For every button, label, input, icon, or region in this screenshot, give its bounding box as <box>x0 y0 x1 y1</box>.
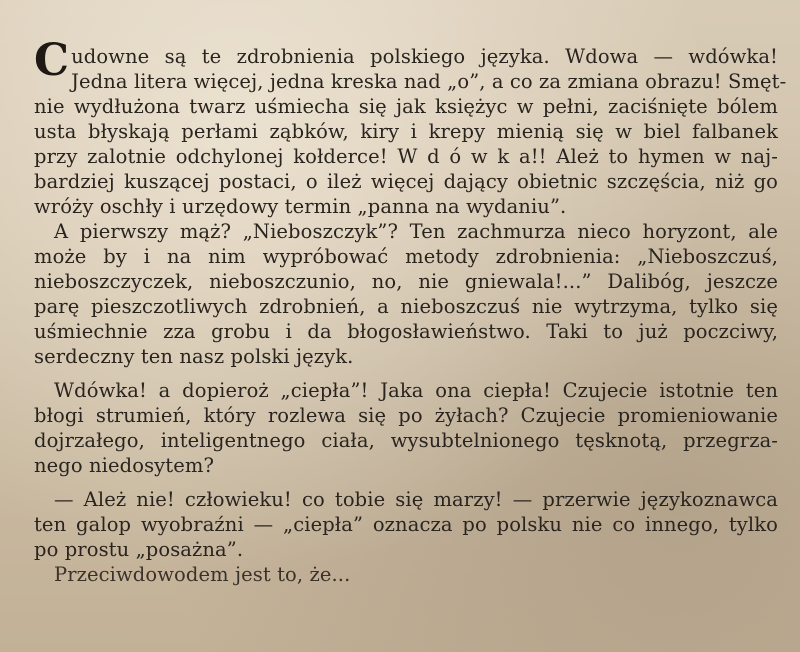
paragraph-gap <box>34 369 778 378</box>
text-block <box>34 35 787 586</box>
text-line: A pierwszy mąż? „Nieboszczyk”? Ten zachmurza nieco horyzont, ale <box>54 220 778 243</box>
text-line: nieboszczyczek, nieboszczunio, no, nie gniewala!...” Dalibóg, jeszcze <box>34 270 778 293</box>
text-line: Jedna litera więcej, jedna kreska nad „o”, a co za zmiana obrazu! Smęt- <box>71 70 787 93</box>
text-line: bardziej kuszącej postaci, o ileż więcej dający obietnic szczęścia, niż go <box>34 170 778 193</box>
text-line: Wdówka! a dopieroż „ciepła”! Jaka ona ciepła! Czujecie istotnie ten <box>54 379 778 402</box>
text-line: nego niedosytem? <box>34 454 215 477</box>
text-line: dojrzałego, inteligentnego ciała, wysubtelnionego tęsknotą, przegrza- <box>34 429 778 452</box>
text-line: po prostu „posażna”. <box>34 538 244 561</box>
text-line: udowne są te zdrobnienia polskiego języka. Wdowa — wdówka! <box>71 45 778 68</box>
text-line: usta błyskają perłami ząbków, kiry i krepy mienią się w biel falbanek <box>34 120 778 143</box>
text-line: uśmiechnie zza grobu i da błogosławieństwo. Taki to już poczciwy, <box>34 320 778 343</box>
drop-cap: C <box>34 35 70 86</box>
paragraph-4 <box>34 487 778 562</box>
cut-off-line: Przeciwdowodem jest to, że... <box>54 563 351 586</box>
text-line: nie wydłużona twarz uśmiecha się jak księżyc w pełni, zaciśnięte bólem <box>34 95 778 118</box>
text-line: parę pieszczotliwych zdrobnień, a nieboszczuś nie wytrzyma, tylko się <box>34 295 778 318</box>
paragraph-gap <box>34 478 778 487</box>
text-line: ten galop wyobraźni — „ciepła” oznacza po polsku nie co innego, tylko <box>34 513 778 536</box>
paragraph-1 <box>34 35 787 219</box>
text-line: może by i na nim wypróbować metody zdrobnienia: „Nieboszczuś, <box>34 245 778 268</box>
text-line: wróży oschły i urzędowy termin „panna na wydaniu”. <box>34 195 567 218</box>
text-line: przy zalotnie odchylonej kołderce! W d ó w k a!! Ależ to hymen w naj- <box>34 145 778 168</box>
text-line: serdeczny ten nasz polski język. <box>34 345 354 368</box>
text-line: błogi strumień, który rozlewa się po żyłach? Czujecie promieniowanie <box>34 404 778 427</box>
text-line: — Ależ nie! człowieku! co tobie się marzy! — przerwie językoznawca <box>54 488 778 511</box>
paragraph-3 <box>34 378 778 478</box>
paragraph-2 <box>34 219 778 369</box>
